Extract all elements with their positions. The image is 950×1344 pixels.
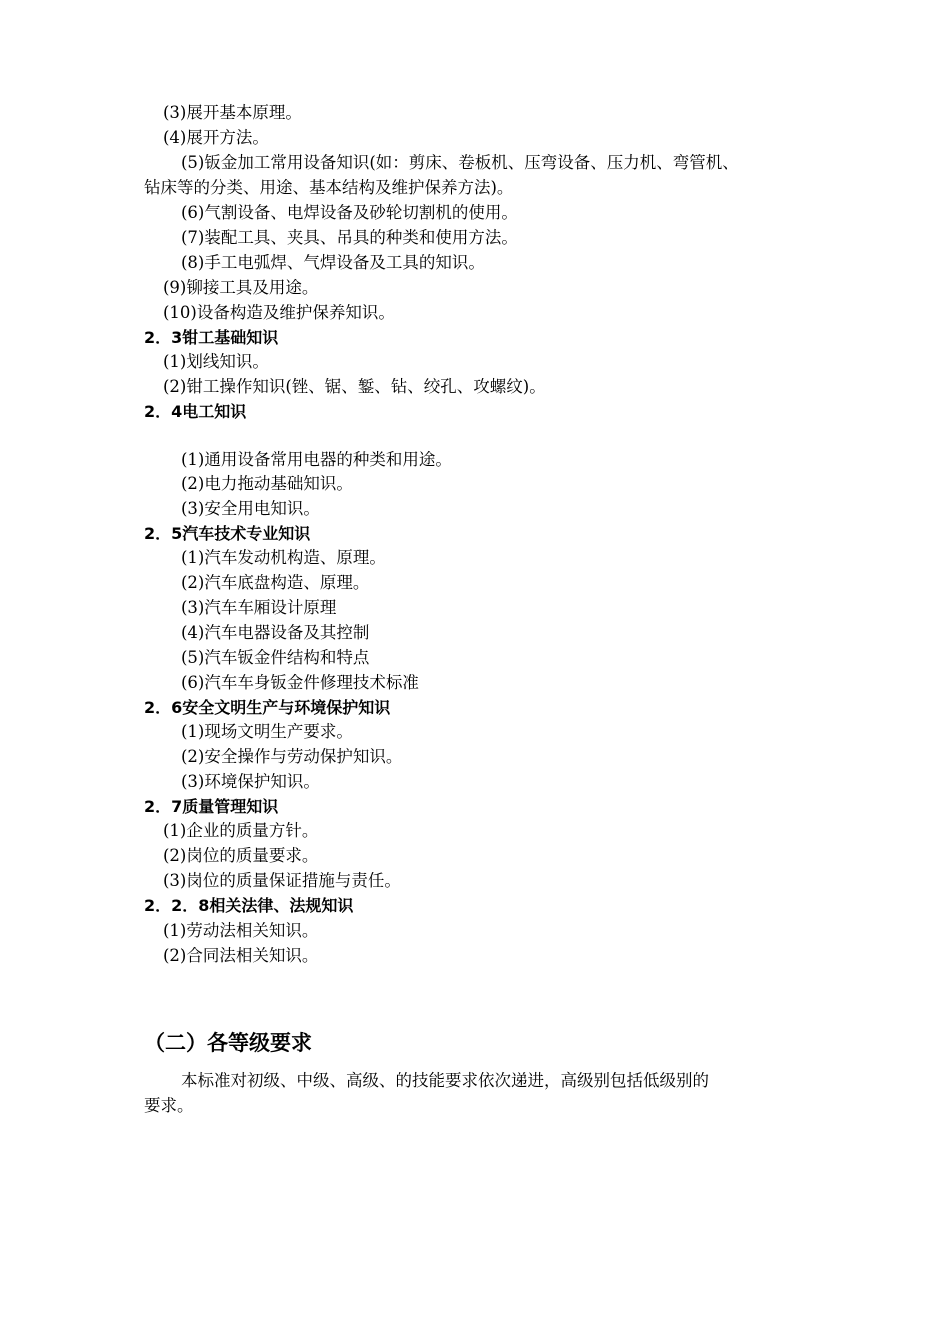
section-heading: （二）各等级要求 xyxy=(144,1031,312,1055)
text-line: (4)汽车电器设备及其控制 xyxy=(181,623,370,642)
text-line: (1)企业的质量方针。 xyxy=(163,821,319,840)
text-line: (3)安全用电知识。 xyxy=(181,499,320,518)
subsection-heading: 2．4电工知识 xyxy=(144,402,247,421)
text-line: (1)劳动法相关知识。 xyxy=(163,921,319,940)
text-line: (3)环境保护知识。 xyxy=(181,772,320,791)
paragraph-line: 本标准对初级、中级、高级、的技能要求依次递进，高级别包括低级别的 xyxy=(181,1071,709,1090)
text-line: (2)岗位的质量要求。 xyxy=(163,846,319,865)
text-line: (9)铆接工具及用途。 xyxy=(163,278,319,297)
text-line: (1)现场文明生产要求。 xyxy=(181,722,353,741)
text-line: (8)手工电弧焊、气焊设备及工具的知识。 xyxy=(181,253,485,272)
text-line: (6)汽车车身钣金件修理技术标准 xyxy=(181,673,419,692)
text-line: (7)装配工具、夹具、吊具的种类和使用方法。 xyxy=(181,228,518,247)
text-line: (3)汽车车厢设计原理 xyxy=(181,598,337,617)
text-line: (2)钳工操作知识(锉、锯、錾、钻、绞孔、攻螺纹)。 xyxy=(163,377,546,396)
text-line: (3)展开基本原理。 xyxy=(163,103,302,122)
text-line: (5)汽车钣金件结构和特点 xyxy=(181,648,370,667)
text-line: (4)展开方法。 xyxy=(163,128,269,147)
text-line: (2)汽车底盘构造、原理。 xyxy=(181,573,370,592)
text-line: (2)安全操作与劳动保护知识。 xyxy=(181,747,403,766)
text-line: (5)钣金加工常用设备知识(如：剪床、卷板机、压弯设备、压力机、弯管机、 xyxy=(181,153,739,172)
paragraph-line: 要求。 xyxy=(144,1096,194,1115)
text-line: (1)通用设备常用电器的种类和用途。 xyxy=(181,450,452,469)
text-line: 钻床等的分类、用途、基本结构及维护保养方法)。 xyxy=(144,178,514,197)
text-line: (3)岗位的质量保证措施与责任。 xyxy=(163,871,401,890)
subsection-heading: 2．6安全文明生产与环境保护知识 xyxy=(144,698,391,717)
text-line: (10)设备构造及维护保养知识。 xyxy=(163,303,395,322)
subsection-heading: 2．7质量管理知识 xyxy=(144,797,279,816)
subsection-heading: 2．2．8相关法律、法规知识 xyxy=(144,896,354,915)
text-line: (6)气割设备、电焊设备及砂轮切割机的使用。 xyxy=(181,203,518,222)
text-line: (1)汽车发动机构造、原理。 xyxy=(181,548,386,567)
text-line: (2)电力拖动基础知识。 xyxy=(181,474,353,493)
subsection-heading: 2．3钳工基础知识 xyxy=(144,328,279,347)
text-line: (2)合同法相关知识。 xyxy=(163,946,319,965)
text-line: (1)划线知识。 xyxy=(163,352,269,371)
subsection-heading: 2．5汽车技术专业知识 xyxy=(144,524,311,543)
